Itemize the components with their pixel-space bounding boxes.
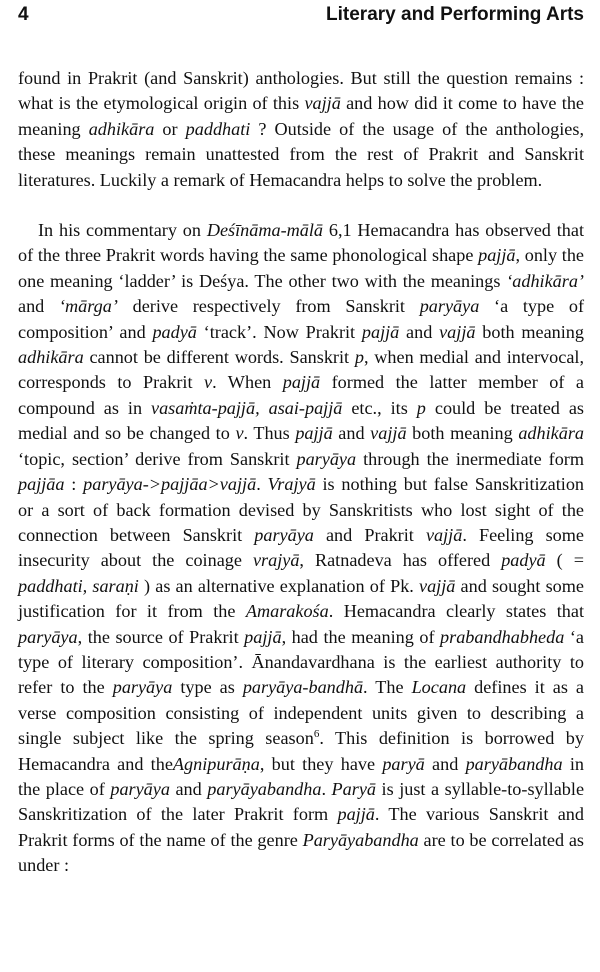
text-run: in the place of <box>18 753 584 799</box>
text-run: defines it as a verse composition consisting of independent units given to describing a single subject like the spring season <box>18 677 585 749</box>
text-run: and how did it come to have the meaning <box>18 93 585 139</box>
italic-term: p <box>416 397 426 418</box>
italic-term: vajjā <box>419 575 456 596</box>
italic-term: paryābandha <box>465 753 563 774</box>
text-run: , but they have <box>259 753 383 774</box>
text-run: . <box>256 474 268 495</box>
italic-term: v <box>235 423 244 444</box>
text-run: , only the one meaning ‘ladder’ is Deśya. The other two with the meanings <box>18 245 584 291</box>
italic-term: Agnipurāṇa <box>172 753 260 774</box>
italic-term: adhikāra <box>88 118 155 139</box>
italic-term: Amarakośa <box>245 601 329 622</box>
italic-term: v <box>204 372 213 393</box>
text-run: cannot be different words. Sanskrit <box>83 347 355 368</box>
text-run: , had the meaning of <box>281 626 441 647</box>
italic-term: adhikāra <box>518 423 584 444</box>
text-run: is just a syllable-to-syllable Sanskritization of the later Prakrit form <box>18 778 585 825</box>
text-run: formed the latter member of a compound as in <box>18 372 584 418</box>
text-run: and Prakrit <box>313 524 426 545</box>
text-run: and sought some justification for it from the <box>18 575 584 622</box>
text-run: . Feeling some insecurity about the coinage <box>18 524 584 571</box>
paragraph <box>18 218 584 879</box>
italic-term: paryāya <box>18 626 78 647</box>
italic-term: paryāyabandha <box>207 778 322 799</box>
text-run: ? Outside of the usage of the anthologies, these meanings remain unattested from the rest of Prakrit and Sanskrit literatures. Luckily a remark of Hemacandra helps to solve the problem. <box>18 118 584 190</box>
italic-term: Locana <box>411 677 467 698</box>
text-run: ‘track’. Now Prakrit <box>196 321 362 342</box>
text-run: . Hemacandra clearly states that <box>328 601 585 622</box>
text-run: or <box>154 118 186 139</box>
italic-term: paddhati <box>185 118 251 139</box>
text-run: etc., its <box>342 397 417 418</box>
text-run: and <box>399 321 440 342</box>
body-text <box>18 66 584 879</box>
text-run: type as <box>172 677 243 698</box>
italic-term: paddhati, saraṇi <box>18 575 139 596</box>
italic-term: pajjā <box>478 245 516 266</box>
text-run: , the source of Prakrit <box>77 626 245 647</box>
italic-term: padyā <box>152 321 197 342</box>
text-run: ) as an alternative explanation of Pk. <box>138 575 419 596</box>
italic-term: Paryā <box>331 778 376 799</box>
italic-term: Vrajyā <box>267 474 316 495</box>
italic-term: paryāya <box>419 296 480 317</box>
italic-term: pajjāa <box>18 474 65 495</box>
italic-term: paryā <box>382 753 425 774</box>
italic-term: Deśīnāma-mālā <box>206 220 324 241</box>
italic-term: vajjā <box>425 524 463 545</box>
italic-term: paryāya <box>254 524 314 545</box>
text-run: and <box>332 423 371 444</box>
text-run: . <box>321 778 332 799</box>
text-run: are to be correlated as under : <box>18 829 584 876</box>
italic-term: ‘adhikāra’ <box>506 270 584 291</box>
italic-term: prabandhabheda <box>440 626 565 647</box>
italic-term: vajjā <box>370 423 407 444</box>
text-run: derive respectively from Sanskrit <box>117 296 420 317</box>
paragraph <box>18 66 584 193</box>
text-run: and <box>169 778 208 799</box>
italic-term: p <box>354 347 364 368</box>
italic-term: adhikāra <box>18 347 84 368</box>
italic-term: pajjā <box>337 804 375 825</box>
italic-term: paryāya-bandhā <box>242 677 364 698</box>
page-number: 4 <box>18 4 29 25</box>
italic-term: pajjā <box>244 626 282 647</box>
text-run: , when medial and intervocal, corresponds to Prakrit <box>18 347 584 393</box>
italic-term: vajjā <box>439 321 476 342</box>
italic-term: pajjā <box>282 372 321 393</box>
text-run: is nothing but false Sanskritization or a sort of back formation devised by Sanskritists who lost sight of the connection between Sanskrit <box>18 474 585 545</box>
italic-term: ‘mārga’ <box>58 296 118 317</box>
italic-term: paryāya->pajjāa>vajjā <box>83 474 257 495</box>
italic-term: pajjā <box>295 423 333 444</box>
italic-term: paryāya <box>112 677 173 698</box>
italic-term: padyā <box>501 550 546 571</box>
text-run: through the inermediate form <box>356 448 584 469</box>
text-run: found in Prakrit (and Sanskrit) anthologies. But still the question remains : what is the etymological origin of this <box>18 68 584 114</box>
text-run: both meaning <box>475 321 584 342</box>
italic-term: paryāya <box>296 448 357 469</box>
text-run: . This definition is borrowed by Hemacandra and the <box>18 728 584 774</box>
text-run: and <box>424 753 466 774</box>
text-run: ( = <box>545 550 584 571</box>
text-run: . The various Sanskrit and Prakrit forms of the name of the genre <box>18 804 584 850</box>
text-run: 6,1 Hemacandra has observed that of the three Prakrit words having the same phonological shape <box>18 220 585 266</box>
text-run: ‘topic, section’ derive from Sanskrit <box>18 448 297 469</box>
italic-term: paryāya <box>110 778 170 799</box>
italic-term: vasaṁta-pajjā, asai-pajjā <box>151 397 343 418</box>
text-run: : <box>64 474 84 495</box>
text-run: In his commentary on <box>38 220 207 241</box>
text-run: and <box>18 296 59 317</box>
italic-term: vrajyā <box>252 550 300 571</box>
text-run: . Thus <box>243 423 296 444</box>
text-run: . When <box>212 372 283 393</box>
running-title: Literary and Performing Arts <box>326 4 584 25</box>
italic-term: Paryāyabandha <box>302 829 419 850</box>
text-run: both meaning <box>406 423 519 444</box>
text-run: ‘a type of composition’ and <box>18 296 585 342</box>
footnote-ref: 6 <box>313 728 320 741</box>
text-run: . The <box>363 677 412 698</box>
text-run: ‘a type of literary composition’. Ānandavardhana is the earliest authority to refer to the <box>18 626 584 698</box>
italic-term: vajjā <box>304 93 341 114</box>
text-run: could be treated as medial and so be changed to <box>18 397 584 444</box>
page-header <box>18 4 584 34</box>
italic-term: pajjā <box>361 321 400 342</box>
text-run: , Ratnadeva has offered <box>299 550 502 571</box>
